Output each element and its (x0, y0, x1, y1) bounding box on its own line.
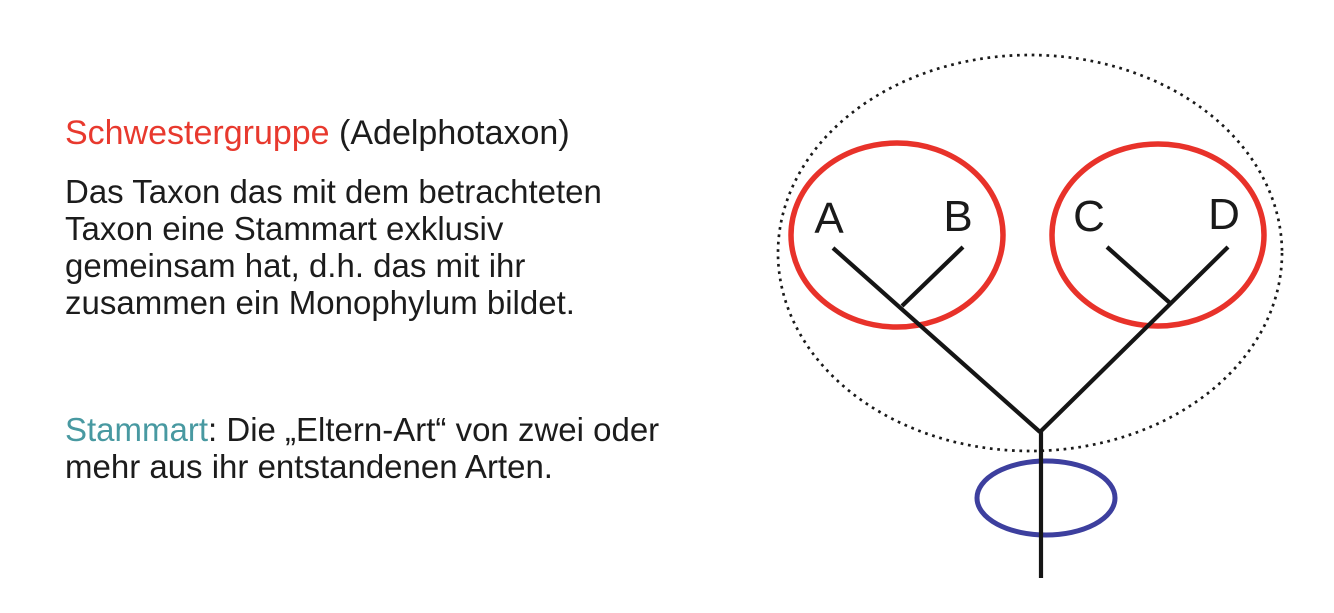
definition-line: Das Taxon das mit dem betrachteten (65, 173, 602, 210)
term-schwestergruppe: Schwestergruppe (65, 114, 330, 152)
taxon-label-a: A (814, 194, 844, 243)
taxon-label-b: B (943, 192, 973, 241)
tree-branch-a-to-root (833, 248, 1040, 432)
tree-branch-c (1107, 247, 1170, 303)
definition-line: gemeinsam hat, d.h. das mit ihr (65, 247, 526, 284)
tree-branch-b (902, 247, 963, 306)
term-stammart: Stammart (65, 411, 209, 448)
tree-branches (833, 247, 1228, 578)
definition-line: Taxon eine Stammart exklusiv (65, 210, 504, 247)
tree-branch-d-to-root (1040, 247, 1228, 432)
stammart-ellipse (977, 461, 1115, 535)
stammart-line1-rest: : Die „Eltern-Art“ von zwei oder (208, 411, 660, 448)
taxon-label-c: C (1073, 192, 1105, 241)
title-suffix: (Adelphotaxon) (329, 114, 570, 152)
definition-line: mehr aus ihr entstandenen Arten. (65, 448, 553, 485)
monophylum-dotted-ellipse (778, 55, 1282, 451)
definition-line: zusammen ein Monophylum bildet. (65, 284, 575, 321)
taxon-label-d: D (1208, 190, 1240, 239)
